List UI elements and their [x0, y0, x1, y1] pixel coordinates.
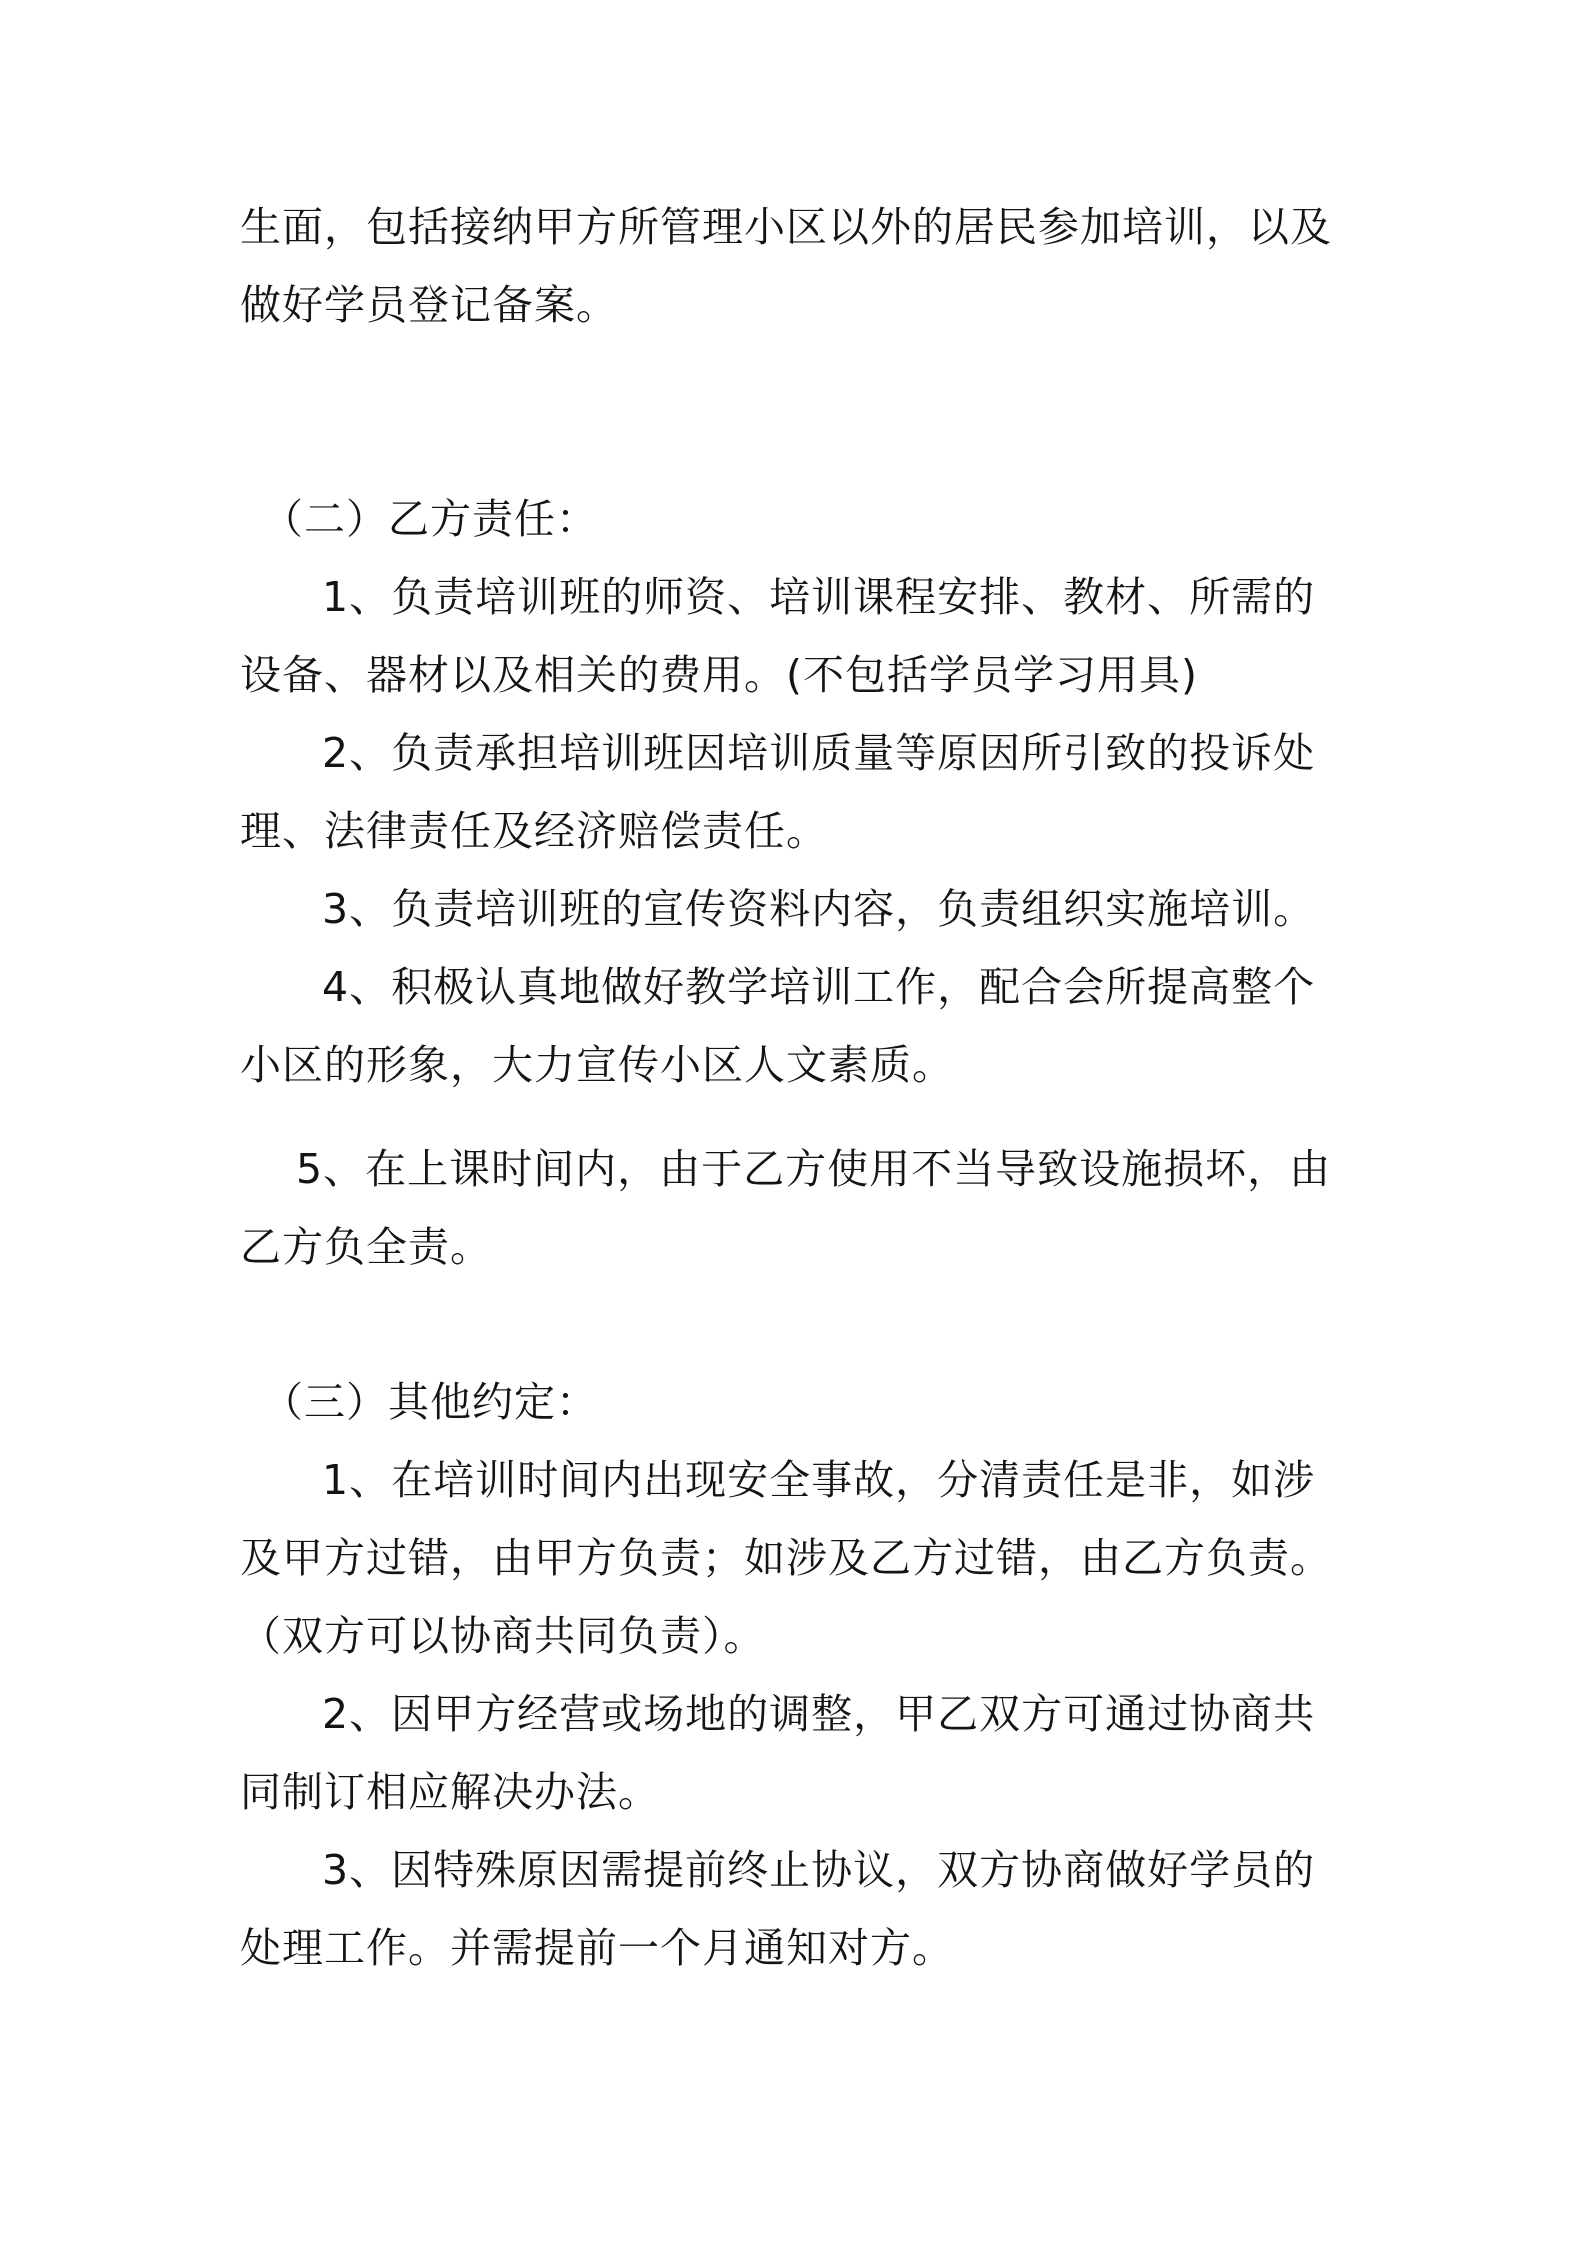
- section-2-item-5-line-2: 乙方负全责。: [240, 1223, 492, 1271]
- section-2-item-2-line-2: 理、法律责任及经济赔偿责任。: [240, 807, 828, 855]
- section-2-item-1-line-2: 设备、器材以及相关的费用。(不包括学员学习用具): [240, 651, 1198, 699]
- section-3-item-2-line-1: 2、因甲方经营或场地的调整，甲乙双方可通过协商共: [322, 1690, 1316, 1738]
- section-2-item-4-line-2: 小区的形象，大力宣传小区人文素质。: [240, 1041, 954, 1089]
- section-3-item-3-line-1: 3、因特殊原因需提前终止协议，双方协商做好学员的: [322, 1846, 1316, 1894]
- section-2-item-5-line-1: 5、在上课时间内，由于乙方使用不当导致设施损坏，由: [296, 1145, 1332, 1193]
- section-3-item-1-line-1: 1、在培训时间内出现安全事故，分清责任是非，如涉: [322, 1456, 1316, 1504]
- section-3-item-1-line-3: （双方可以协商共同负责）。: [240, 1612, 766, 1660]
- section-2-item-4-line-1: 4、积极认真地做好教学培训工作，配合会所提高整个: [322, 963, 1316, 1011]
- section-2-heading: （二）乙方责任：: [262, 495, 598, 543]
- section-3-item-1-line-2: 及甲方过错，由甲方负责；如涉及乙方过错，由乙方负责。: [240, 1534, 1332, 1582]
- section-2-item-3-line-1: 3、负责培训班的宣传资料内容，负责组织实施培训。: [322, 885, 1316, 933]
- intro-line-1: 生面，包括接纳甲方所管理小区以外的居民参加培训，以及: [240, 203, 1332, 251]
- section-2-item-1-line-1: 1、负责培训班的师资、培训课程安排、教材、所需的: [322, 573, 1316, 621]
- section-3-heading: （三）其他约定：: [262, 1378, 598, 1426]
- section-2-item-2-line-1: 2、负责承担培训班因培训质量等原因所引致的投诉处: [322, 729, 1316, 777]
- intro-line-2: 做好学员登记备案。: [240, 281, 618, 329]
- section-3-item-2-line-2: 同制订相应解决办法。: [240, 1768, 660, 1816]
- section-3-item-3-line-2: 处理工作。并需提前一个月通知对方。: [240, 1924, 954, 1972]
